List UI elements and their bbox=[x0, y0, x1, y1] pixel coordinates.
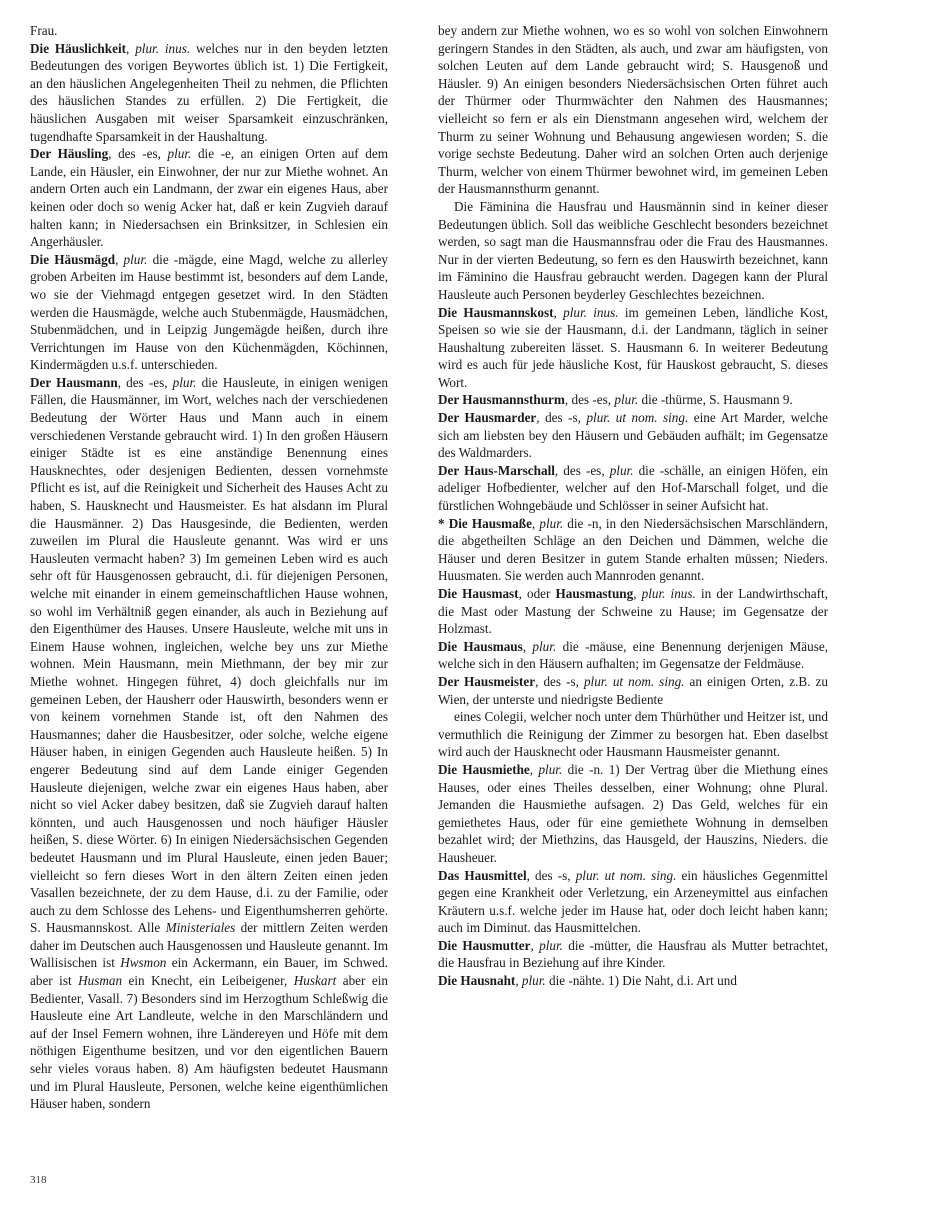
entry-text: , bbox=[633, 586, 642, 601]
entry-headword: Der Hausmarder bbox=[438, 410, 537, 426]
entry-text: ein Ackermann, ein Bauer, im Schwed. aber ist bbox=[30, 955, 388, 989]
entry-headword: Die Hausmiethe bbox=[438, 761, 530, 777]
dictionary-entry bbox=[30, 374, 388, 1113]
entry-headword: Die Hausmaus bbox=[438, 638, 523, 654]
entry-italic-text: plur. bbox=[172, 374, 197, 390]
dictionary-entry bbox=[30, 40, 388, 146]
entry-headword: Hausmastung bbox=[555, 586, 634, 601]
entry-italic-text: plur. bbox=[167, 146, 192, 162]
entry-headword: Die Hausmannskost bbox=[438, 304, 554, 320]
entry-italic-text: Ministeriales bbox=[165, 920, 236, 936]
entry-text: die -thürme, S. Hausmann 9. bbox=[638, 392, 793, 408]
left-column bbox=[30, 22, 388, 1113]
entry-text: eine Art Marder, welche sich am liebsten bey den Häusern und Gebäuden aufhält; im Gegensatze des Waldmarders. bbox=[438, 410, 828, 461]
right-column bbox=[438, 22, 828, 990]
dictionary-entry bbox=[438, 937, 828, 972]
entry-text: , des -s, bbox=[535, 673, 584, 689]
entry-italic-text: plur. bbox=[123, 251, 148, 267]
entry-italic-text: plur. inus. bbox=[563, 304, 619, 320]
entry-headword: Der Hausmannsthurm bbox=[438, 392, 565, 408]
entry-text: in der Landwirthschaft, die Mast oder Mastung der Schweine zu Hause; im Gegensatze der Holzmast. bbox=[438, 586, 828, 637]
entry-italic-text: plur. ut nom. sing. bbox=[575, 867, 677, 883]
entry-italic-text: plur. bbox=[521, 973, 546, 989]
entry-text: , des -es, bbox=[108, 146, 168, 162]
entry-text: , bbox=[515, 973, 522, 989]
entry-italic-text: plur. ut nom. sing. bbox=[583, 673, 685, 689]
entry-text: , des -s, bbox=[536, 410, 587, 426]
entry-headword: Der Haus-Marschall bbox=[438, 462, 555, 478]
entry-text: bey andern zur Miethe wohnen, wo es so wohl von solchen Einwohnern geringern Standes in den Städten, als auch, und zwar am häufigsten, von solchen Leuten auf dem Lande gebraucht wird; S. Hausgenoß und Häusler. 9) An einigen besonders Niedersächsischen Orten führet auch der Thürmer oder Thurmwächter den Nahmen des Hausmannes; vielleicht so fern er als ein Dienstmann angesehen wird, welchem der Thurm zu seiner Wohnung und Behausung angewiesen worden; S. die vorige sechste Bedeutung. Daher wird an solchen Orten auch derjenige Thurm, welcher von einem Thürmer bewohnet wird, im gemeinen Leben der Hausmannsthurm genannt. bbox=[438, 23, 828, 197]
entry-text: Frau. bbox=[30, 23, 58, 38]
entry-text: die -nähte. 1) Die Naht, d.i. Art und bbox=[545, 973, 737, 989]
entry-text: die -n. 1) Der Vertrag über die Miethung eines Hauses, oder eines Theiles desselben, einer Wohnung; ohne Plural. Jemanden die Hausmiethe aufsagen. 2) Das Geld, welches für ein gemiethetes Haus, oder für eine gemiethete Wohnung in demselben bezahlet wird; der Miethzins, das Hausgeld, der Hauszins, Nieders. die Hausheuer. bbox=[438, 761, 828, 865]
entry-text: , bbox=[553, 304, 564, 320]
dictionary-entry bbox=[438, 972, 828, 990]
entry-italic-text: plur. bbox=[532, 638, 557, 654]
entry-text: , des -es, bbox=[564, 392, 615, 408]
entry-text: an einigen Orten, z.B. zu Wien, der unterste und niedrigste Bediente bbox=[438, 673, 828, 707]
dictionary-entry bbox=[438, 708, 828, 761]
entry-italic-text: plur. inus. bbox=[641, 586, 696, 601]
entry-text: ein häusliches Gegenmittel gegen eine Krankheit oder Verletzung, ein Arzeneymittel aus einfachen Kräutern u.s.f. welche jeder im Hause hat, oder doch leicht haben kann; auch im Diminut. das Hausmittelchen. bbox=[438, 867, 828, 936]
dictionary-entry bbox=[438, 673, 828, 708]
entry-text: die -schälle, an einigen Höfen, ein adeliger Hofbedienter, welcher auf den Hof-Marschall folget, und die fürstlichen Wohngebäude und Schlösser in seiner Aufsicht hat. bbox=[438, 462, 828, 514]
entry-headword: Die Hausmutter bbox=[438, 937, 531, 953]
entry-headword: Die Häusmägd bbox=[30, 251, 116, 267]
dictionary-entry bbox=[30, 145, 388, 251]
entry-text: , des -es, bbox=[554, 462, 610, 478]
dictionary-entry bbox=[438, 867, 828, 937]
entry-italic-text: plur. bbox=[538, 761, 563, 777]
entry-text: , des -s, bbox=[526, 867, 576, 883]
entry-text: die -mütter, die Hausfrau als Mutter betrachtet, die Hausfrau in Beziehung auf ihre Kinder. bbox=[438, 937, 829, 971]
dictionary-entry bbox=[30, 251, 388, 374]
entry-text: eines Colegii, welcher noch unter dem Thürhüther und Heitzer ist, und vermuthlich die Reinigung der Zimmer zu besorgen hat. Eben daselbst wird auch der Hausknecht oder Hausmann Hausmeister genannt. bbox=[438, 709, 828, 760]
entry-text: , bbox=[531, 515, 540, 531]
entry-text: die Hausleute, in einigen wenigen Fällen, die Hausmänner, im Wort, welches nach der verschiedenen Bedeutung der Wörter Haus und Mann auch in einem verschiedenen Verstande gebraucht wird. 1) In den großen Häusern einiger Städte ist es eine anständige Benennung eines Hausknechtes, oder desjenigen Bedienten, dessen vornehmste Pflicht es ist, auf die Reinigkeit und Sicherheit des Hauses Acht zu haben, S. Hausknecht und Hausmeister. Es hat alsdann im Plural die Hausmänner. 2) Das Hausgesinde, die Bedienten, werden zuweilen im Plural die Hausleute genannt. Was wird er uns Hausleuten vermacht haben? 3) Im gemeinen Leben wird es auch sehr oft für Hausgenossen gebraucht, d.i. für diejenigen Personen, welche mit einander in einem gemeinschaftlichen Hause wohnen, so wohl im Verhältniß gegen einander, als auch in Beziehung auf den Eigenthümer des Hauses. Unsere Hausleute, welche mit uns in Einem Hause wohnen, ingleichen, welche bey uns zur Miethe wohnen. Mein Hausmann, mein Miethmann, der bey mir zur Miethe wohnet. Hingegen führet, 4) doch gleichfalls nur im gemeinen Leben, der Hausherr oder Hauswirth, besonders wenn er von keinem vornehmen Stande ist, oft den Nahmen des Hausmannes; daher die Hausbesitzer, oder solche, welche eigene Häuser haben, in einigen Gegenden auch Hausleute heißen. 5) In engerer Bedeutung sind auf dem Lande einiger Gegenden Hausleute diejenigen, welche zwar ein eigenes Haus haben, aber nicht so viel Acker dabey besitzen, daß sie Zugvieh darauf halten könnten, und auch Hausgenossen und noch häufiger Häusler heißen, S. diese Wörter. 6) In einigen Niedersächsischen Gegenden bedeutet Hausmann und im Plural Hausleute, einen jeden Bauer; vielleicht so fern dieses Wort in den ältern Zeiten einen jeden Vasallen bezeichnete, der zu dem Hause, d.i. zu der Familie, oder auch zu dem Schlosse des Lehens- und Eigenthumsherren gehörte. S. Hausmannskost. Alle bbox=[30, 374, 388, 936]
entry-text: die -e, an einigen Orten auf dem Lande, ein Häusler, ein Einwohner, der nur zur Miethe wohnet. An andern Orten auch ein Landmann, der zwar ein eigenes Haus, aber keinen oder doch so wenig Acker hat, daß er kein Zugvieh darauf halten kann; in Niedersachsen ein Brinksitzer, in Schlesien ein Angerhäusler. bbox=[30, 146, 388, 250]
entry-italic-text: plur. inus. bbox=[135, 40, 191, 56]
entry-text: die -n, in den Niedersächsischen Marschländern, die abgetheilten Schläge an den Deichen und Dämmen, welche die Häuser und deren Besitzer in gutem Stande erhalten müssen; Nieders. Huusmaten. Sie werden auch Mannroden genannt. bbox=[438, 515, 829, 584]
dictionary-entry bbox=[438, 391, 828, 409]
entry-text: ein Knecht, ein Leibeigener, bbox=[122, 973, 294, 989]
entry-headword: Der Hausmeister bbox=[438, 673, 536, 689]
entry-text: , bbox=[115, 251, 124, 267]
entry-headword: Die Hausnaht bbox=[438, 973, 516, 989]
entry-text: Die Fäminina die Hausfrau und Hausmännin sind in keiner dieser Bedeutungen üblich. Soll das weibliche Geschlecht besonders bezeichnet werden, so sagt man die Hausmannsfrau oder die Frau des Hausmannes. Nur in der vierten Bedeutung, so fern es den Hauswirth bezeichnet, kann im Fäminino die Hausfrau gebraucht werden. Dagegen kann der Plural Hausleute auch Personen beyderley Geschlechtes bezeichnen. bbox=[438, 198, 828, 302]
entry-text: aber ein Bedienter, Vasall. 7) Besonders sind im Herzogthum Schleßwig die Hausleute eine Art Landleute, welche in den Marschländern und auf der Insel Femern wohnen, ihre Ländereyen und Höfe mit dem nöthigen Eigenthume besitzen, und vor den eigentlichen Bauern sehr vieles voraus haben. 8) Am häufigsten bedeutet Hausmann und im Plural Hausleute, Personen, welche keine eigenthümlichen Häuser haben, sondern bbox=[30, 973, 388, 1112]
dictionary-entry bbox=[438, 515, 828, 585]
entry-text: im gemeinen Leben, ländliche Kost, Speisen so wie sie der Hausmann, d.i. der Landmann, täglich in seiner Haushaltung zubereiten lässet. S. Hausmann 6. In weiterer Bedeutung wird es auch für jede häusliche Kost, für Hauskost gebraucht, S. dieses Wort. bbox=[438, 304, 828, 390]
dictionary-entry bbox=[438, 761, 828, 867]
dictionary-entry bbox=[438, 462, 828, 515]
entry-italic-text: Husman bbox=[78, 973, 123, 989]
dictionary-entry bbox=[438, 585, 828, 638]
entry-headword: Der Häusling bbox=[30, 146, 109, 162]
entry-italic-text: plur. bbox=[539, 937, 563, 953]
page-number: 318 bbox=[30, 1174, 47, 1186]
dictionary-entry bbox=[438, 22, 828, 198]
entry-italic-text: plur. ut nom. sing. bbox=[586, 410, 689, 426]
entry-headword: Die Häuslichkeit bbox=[30, 40, 126, 56]
entry-text: , des -es, bbox=[117, 374, 173, 390]
entry-text: , bbox=[522, 638, 533, 654]
entry-headword: Das Hausmittel bbox=[438, 867, 527, 883]
entry-text: , bbox=[529, 761, 539, 777]
entry-text: , bbox=[530, 937, 540, 953]
entry-text: die -mäuse, eine Benennung derjenigen Mäuse, welche sich in den Häusern aufhalten; im Gegensatze der Feldmäuse. bbox=[438, 638, 828, 672]
entry-italic-text: Huskart bbox=[293, 973, 337, 989]
entry-italic-text: plur. bbox=[614, 392, 639, 408]
dictionary-entry bbox=[30, 22, 388, 40]
entry-text: , bbox=[126, 40, 136, 56]
entry-headword: Der Hausmann bbox=[30, 374, 118, 390]
entry-text: der mittlern Zeiten werden daher im Deutschen auch Hausgenossen und Hausleute genannt. Im Wallisischen ist bbox=[30, 920, 388, 971]
dictionary-entry bbox=[438, 409, 828, 462]
entry-headword: * Die Hausmaße bbox=[438, 515, 532, 531]
entry-italic-text: plur. bbox=[609, 462, 634, 478]
entry-text: , oder bbox=[518, 586, 556, 601]
entry-headword: Die Hausmast bbox=[438, 586, 519, 601]
entry-italic-text: Hwsmon bbox=[120, 955, 167, 971]
entry-text: die -mägde, eine Magd, welche zu allerley groben Arbeiten im Hause bestimmt ist, besonders auf dem Lande, wo sie der Viehmagd entgegen gesetzet wird. In den Städten werden die Hausmägde, welche auch Stubenmägde, Hausmädchen, Stubenmädchen, und in Leipzig Jungemägde heißen, durch ihre Verrichtungen im Hause von den Küchenmägden, Köchinnen, Kindermägden u.s.f. unterschieden. bbox=[30, 251, 388, 373]
entry-text: welches nur in den beyden letzten Bedeutungen des vorigen Beywortes üblich ist. 1) Die Fertigkeit, an den häuslichen Angelegenheiten Theil zu nehmen, die Pflichten des häuslichen Standes zu erfüllen. 2) Die Fertigkeit, die häuslichen Ausgaben mit weiser Sparsamkeit einzuschränken, tugendhafte Sparsamkeit in der Haushaltung. bbox=[30, 40, 389, 144]
entry-italic-text: plur. bbox=[539, 515, 564, 531]
dictionary-entry bbox=[438, 638, 828, 673]
dictionary-entry bbox=[438, 304, 828, 392]
dictionary-entry bbox=[438, 198, 828, 304]
